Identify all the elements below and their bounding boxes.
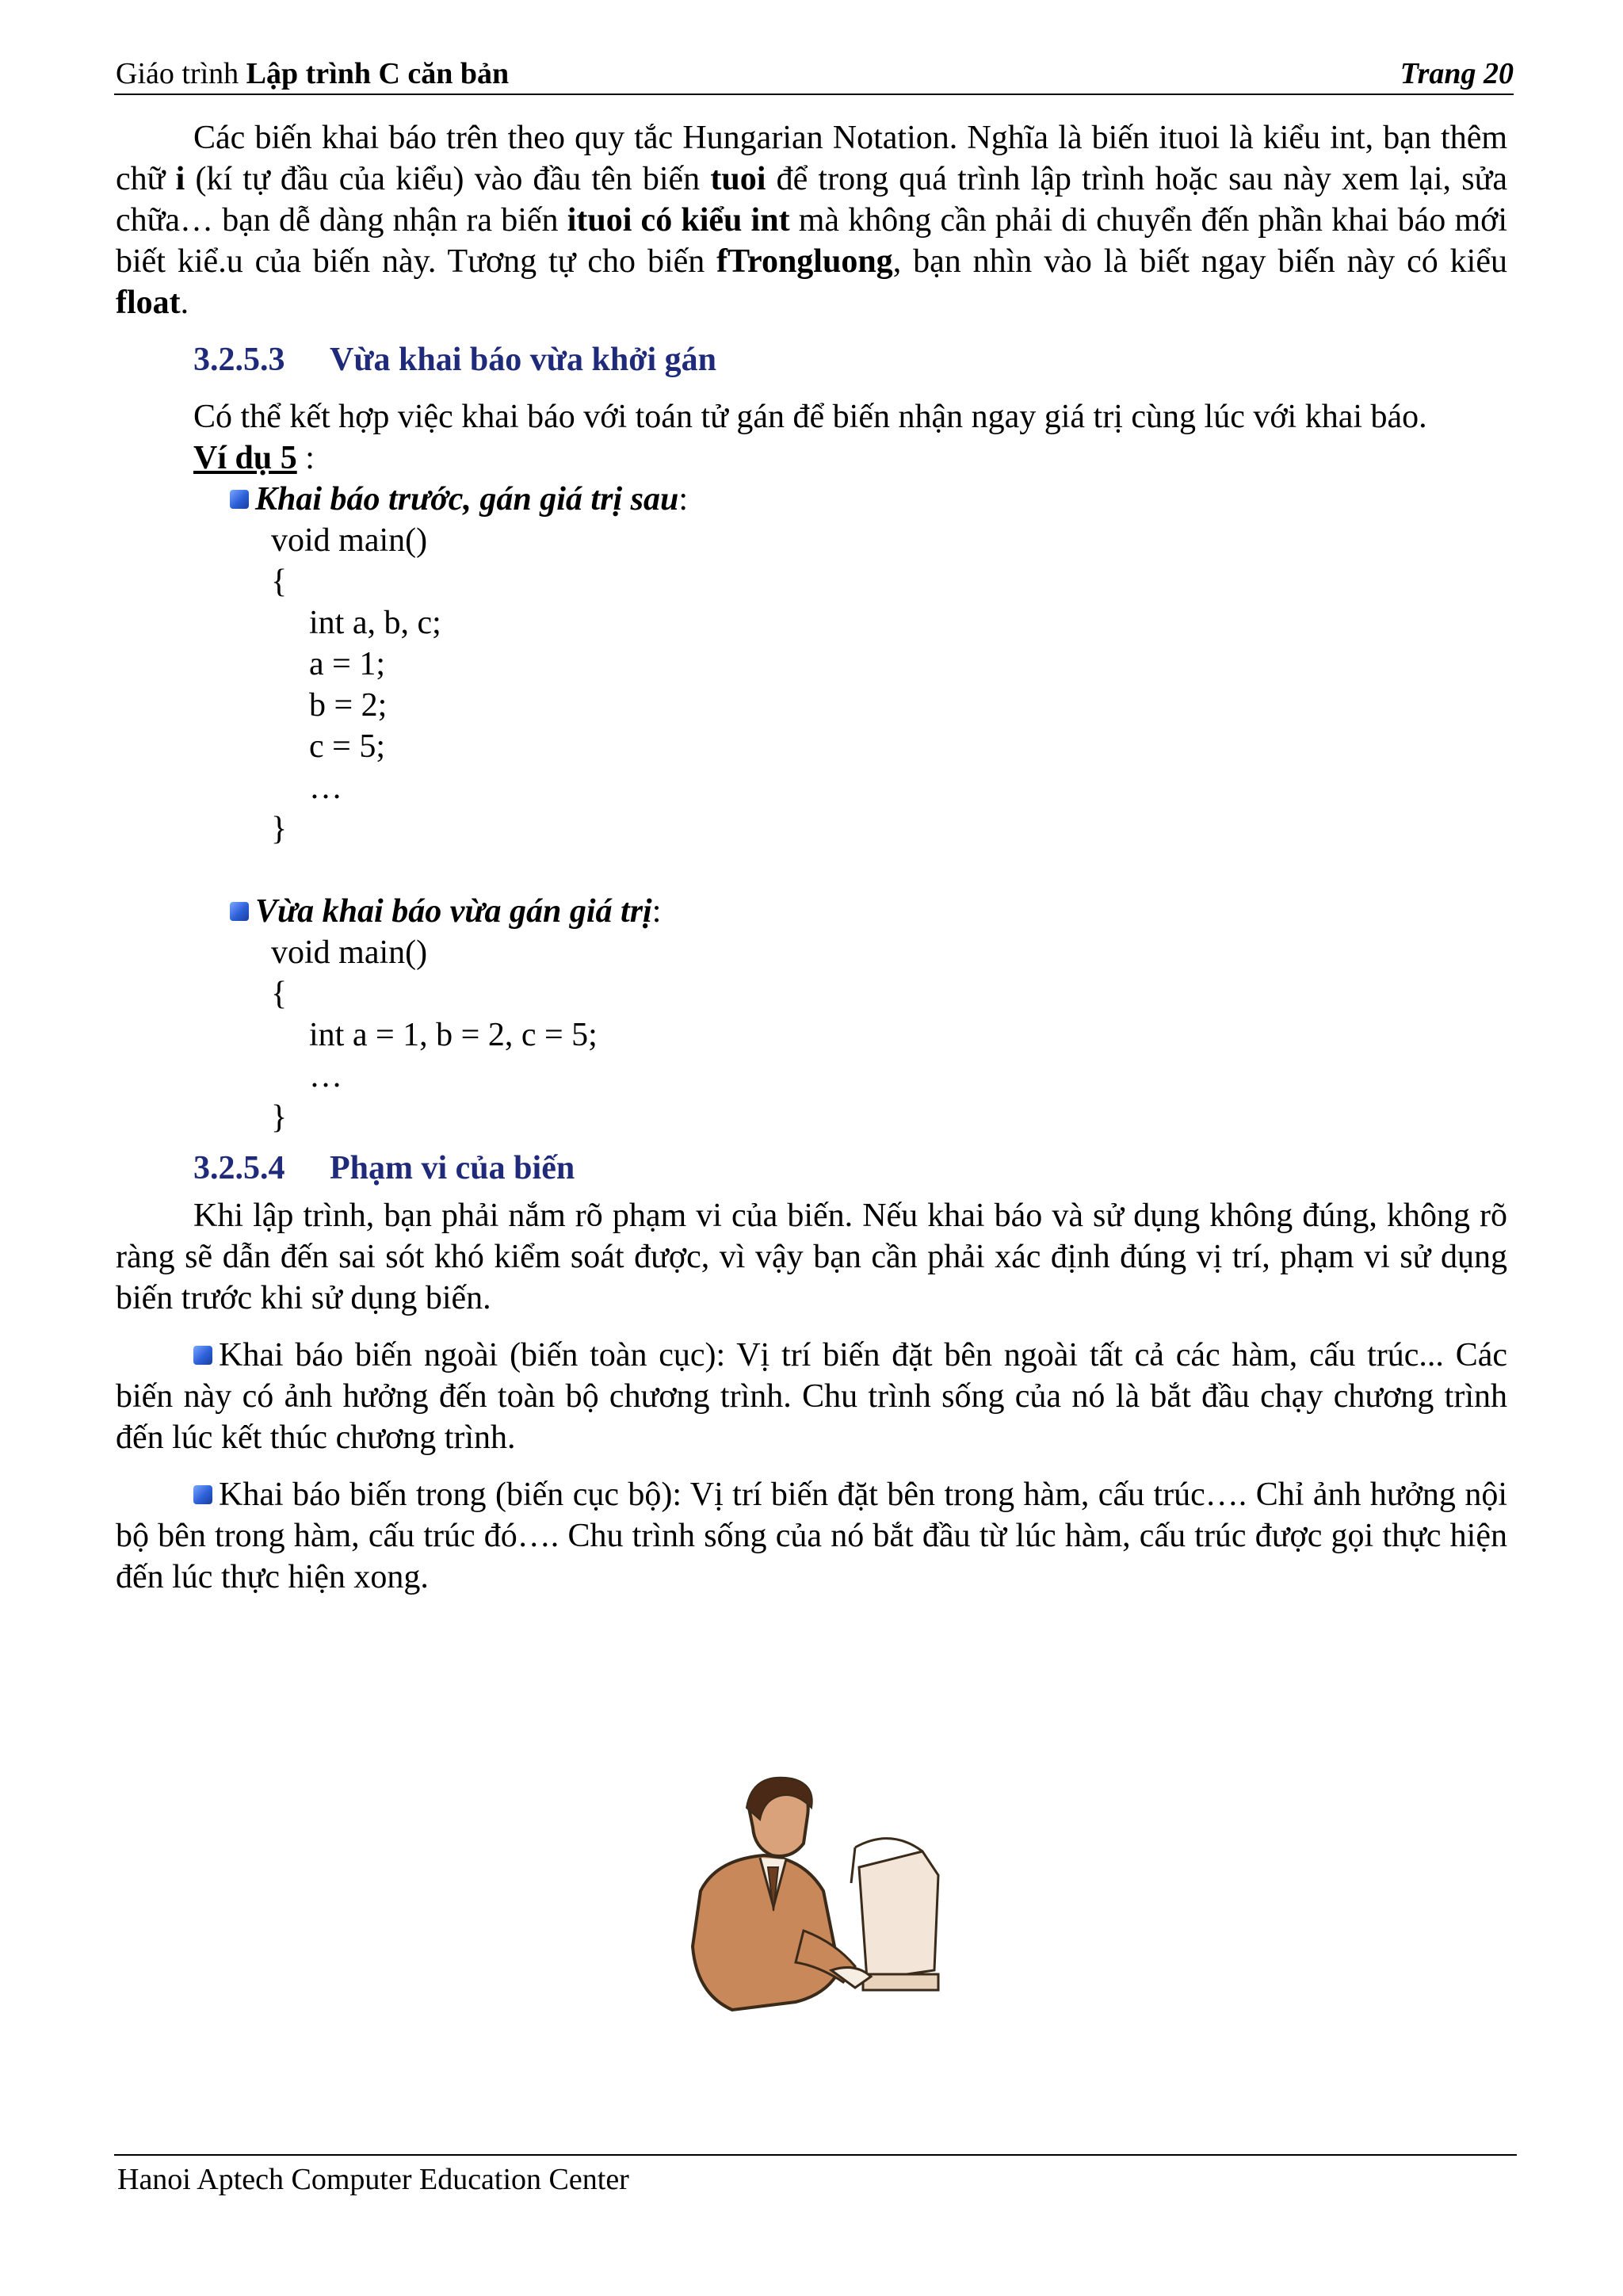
section1-paragraph: Có thể kết hợp việc khai báo với toán tử gán để biến nhận ngay giá trị cùng lúc với khai báo. xyxy=(193,399,1427,435)
page-content xyxy=(116,117,1507,1598)
book-title-line: Giáo trình Lập trình C căn bản xyxy=(116,57,510,90)
bullet-declare-then-assign: Khai báo trước, gán giá trị sau: xyxy=(116,479,1507,520)
blue-square-bullet-icon xyxy=(193,1485,212,1504)
blue-square-bullet-icon xyxy=(230,490,249,509)
example-label: Ví dụ 5 : xyxy=(193,440,315,476)
section-heading-3253: 3.2.5.3 Vừa khai báo vừa khởi gán xyxy=(193,342,716,378)
book-title: Lập trình C căn bản xyxy=(246,57,510,90)
blue-square-bullet-icon xyxy=(193,1346,212,1365)
page-footer: Hanoi Aptech Computer Education Center xyxy=(114,2154,1517,2203)
section2-paragraph: Khi lập trình, bạn phải nắm rõ phạm vi của biến. Nếu khai báo và sử dụng không đúng, không rõ ràng sẽ dẫn đến sai sót khó kiểm soát được, vì vậy bạn cần phải xác định đúng vị trí, phạm vi sử dụng biến trước khi sử dụng biến. xyxy=(116,1198,1507,1316)
global-variable-paragraph: Khai báo biến ngoài (biến toàn cục): Vị trí biến đặt bên ngoài tất cả các hàm, cấu trúc... Các biến này có ảnh hưởng đến toàn bộ chương trình. Chu trình sống của nó là bắt đầu chạy chương trình đến lúc kết thúc chương trình. xyxy=(116,1337,1507,1456)
code-line: } xyxy=(271,1099,288,1136)
section-heading-3254: 3.2.5.4 Phạm vi của biến xyxy=(193,1150,575,1186)
code-line: c = 5; xyxy=(309,728,385,765)
code-line: b = 2; xyxy=(309,687,388,724)
code-line: } xyxy=(271,811,288,847)
code-line: … xyxy=(309,1058,342,1095)
code-block-2 xyxy=(116,932,1507,1138)
page-header xyxy=(114,54,1514,95)
code-line: a = 1; xyxy=(309,646,385,682)
code-line: void main() xyxy=(271,522,428,559)
blue-square-bullet-icon xyxy=(230,902,249,921)
person-at-computer-clipart xyxy=(685,1772,946,2026)
local-variable-paragraph: Khai báo biến trong (biến cục bộ): Vị trí biến đặt bên trong hàm, cấu trúc…. Chỉ ảnh hưởng nội bộ bên trong hàm, cấu trúc đó…. Chu trình sống của nó bắt đầu từ lúc hàm, cấu trúc được gọi thực hiện đến lúc thực hiện xong. xyxy=(116,1477,1507,1595)
code-line: void main() xyxy=(271,934,428,971)
code-line: { xyxy=(271,563,288,600)
code-line: { xyxy=(271,976,288,1012)
code-line: int a = 1, b = 2, c = 5; xyxy=(309,1017,598,1053)
code-line: int a, b, c; xyxy=(309,605,441,641)
intro-paragraph: Các biến khai báo trên theo quy tắc Hungarian Notation. Nghĩa là biến ituoi là kiểu int, bạn thêm chữ i (kí tự đầu của kiểu) vào đầu tên biến tuoi để trong quá trình lập trình hoặc sau này xem lại, sửa chữa… bạn dễ dàng nhận ra biến ituoi có kiểu int mà không cần phải di chuyển đến phần khai báo mới biết kiể.u của biến này. Tương tự cho biến fTrongluong, bạn nhìn vào là biết ngay biến này có kiểu float. xyxy=(116,120,1507,321)
code-line: … xyxy=(309,770,342,806)
bullet-declare-and-assign: Vừa khai báo vừa gán giá trị: xyxy=(116,891,1507,932)
code-block-1 xyxy=(116,520,1507,850)
page-number: Trang 20 xyxy=(1400,57,1514,90)
